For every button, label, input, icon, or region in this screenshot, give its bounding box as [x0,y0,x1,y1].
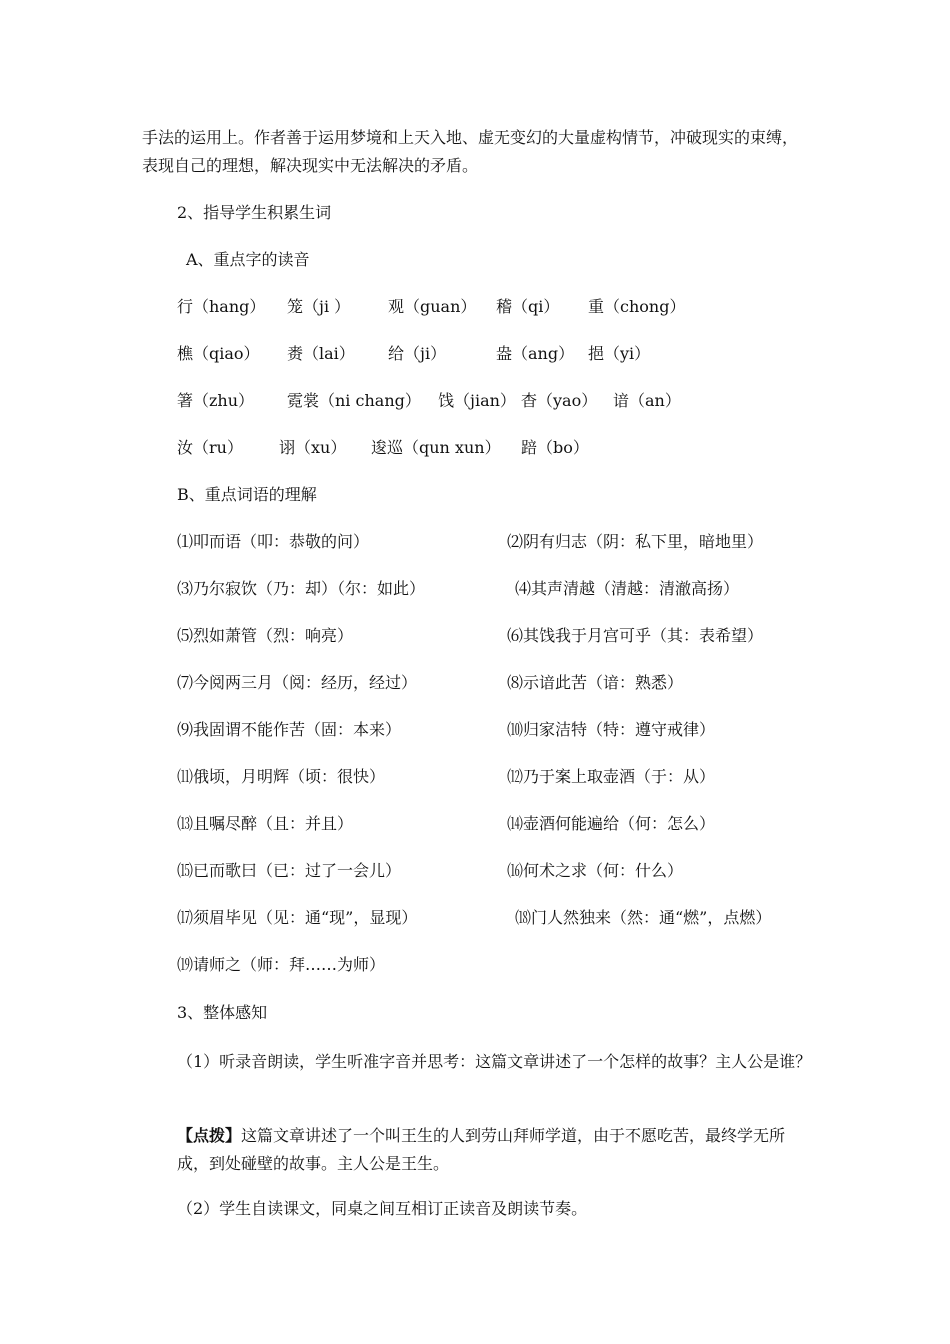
intro-paragraph: 手法的运用上。作者善于运用梦境和上天入地、虚无变幻的大量虚构情节，冲破现实的束缚，表现自己的理想，解决现实中无法解决的矛盾。 [142,128,799,175]
vocab-item: ⑿乃于案上取壶酒（于：从） [507,767,716,786]
pron-item: 盎（ang） [496,344,575,363]
vocab-item: ⑸烈如萧管（烈：响亮） [177,626,354,645]
vocab-item: ⒂已而歌曰（已：过了一会儿） [177,861,402,880]
question-1: （1）听录音朗读，学生听准字音并思考：这篇文章讲述了一个怎样的故事？主人公是谁？ [177,1052,812,1071]
vocab-item: ⒄须眉毕见（见：通“现”，显现） [177,908,418,927]
pron-item: 箸（zhu） [177,391,255,410]
pron-item: 诩（xu） [279,438,347,457]
section-2-heading: 2、指导学生积累生词 [177,203,332,222]
pron-item: 霓裳（ni chang） [287,391,421,410]
vocab-item: ⑷其声清越（清越：清澈高扬） [515,579,740,598]
pron-item: 行（hang） [177,297,266,316]
vocab-item: ⑵阴有归志（阴：私下里，暗地里） [507,532,764,551]
pron-item: 杳（yao） [521,391,598,410]
pron-item: 谙（an） [613,391,681,410]
pron-item: 逡巡（qun xun） [371,438,501,457]
pron-item: 饯（jian） [438,391,516,410]
vocab-item: ⒀且嘱尽醉（且：并且） [177,814,354,833]
pron-item: 给（ji） [388,344,447,363]
hint-label: 【点拨】 [177,1126,242,1145]
pron-item: 稽（qi） [496,297,560,316]
question-2: （2）学生自读课文，同桌之间互相订正读音及朗读节奏。 [177,1199,588,1218]
vocab-item: ⑶乃尔寂饮（乃：却）（尔：如此） [177,579,426,598]
pron-item: 樵（qiao） [177,344,260,363]
vocab-item: ⒃何术之求（何：什么） [507,861,684,880]
subsection-a-heading: A、重点字的读音 [186,250,310,269]
vocab-item: ⑴叩而语（叩：恭敬的问） [177,532,370,551]
vocab-item: ⒅门人然独来（然：通“燃”，点燃） [515,908,772,927]
hint-text: 这篇文章讲述了一个叫王生的人到劳山拜师学道，由于不愿吃苦，最终学无所成，到处碰壁的故事。主人公是王生。 [177,1126,786,1173]
vocab-item: ⒁壶酒何能遍给（何：怎么） [507,814,716,833]
vocab-item: ⒆请师之（师：拜……为师） [177,955,386,974]
subsection-b-heading: B、重点词语的理解 [177,485,317,504]
vocab-item: ⑾俄顷，月明辉（顷：很快） [177,767,386,786]
vocab-item: ⑼我固谓不能作苦（固：本来） [177,720,402,739]
vocab-item: ⑻示谙此苦（谙：熟悉） [507,673,684,692]
pron-item: 重（chong） [588,297,686,316]
vocab-item: ⑹其饯我于月宫可乎（其：表希望） [507,626,764,645]
vocab-item: ⑺今阅两三月（阅：经历，经过） [177,673,418,692]
pron-item: 汝（ru） [177,438,243,457]
pron-item: 挹（yi） [588,344,651,363]
pron-item: 观（guan） [388,297,477,316]
pron-item: 笼（ji ） [287,297,351,316]
hint-paragraph [177,1122,812,1178]
pron-item: 赉（lai） [287,344,355,363]
section-3-heading: 3、整体感知 [177,1003,268,1022]
vocab-item: ⑽归家洁特（特：遵守戒律） [507,720,716,739]
pron-item: 踣（bo） [521,438,589,457]
